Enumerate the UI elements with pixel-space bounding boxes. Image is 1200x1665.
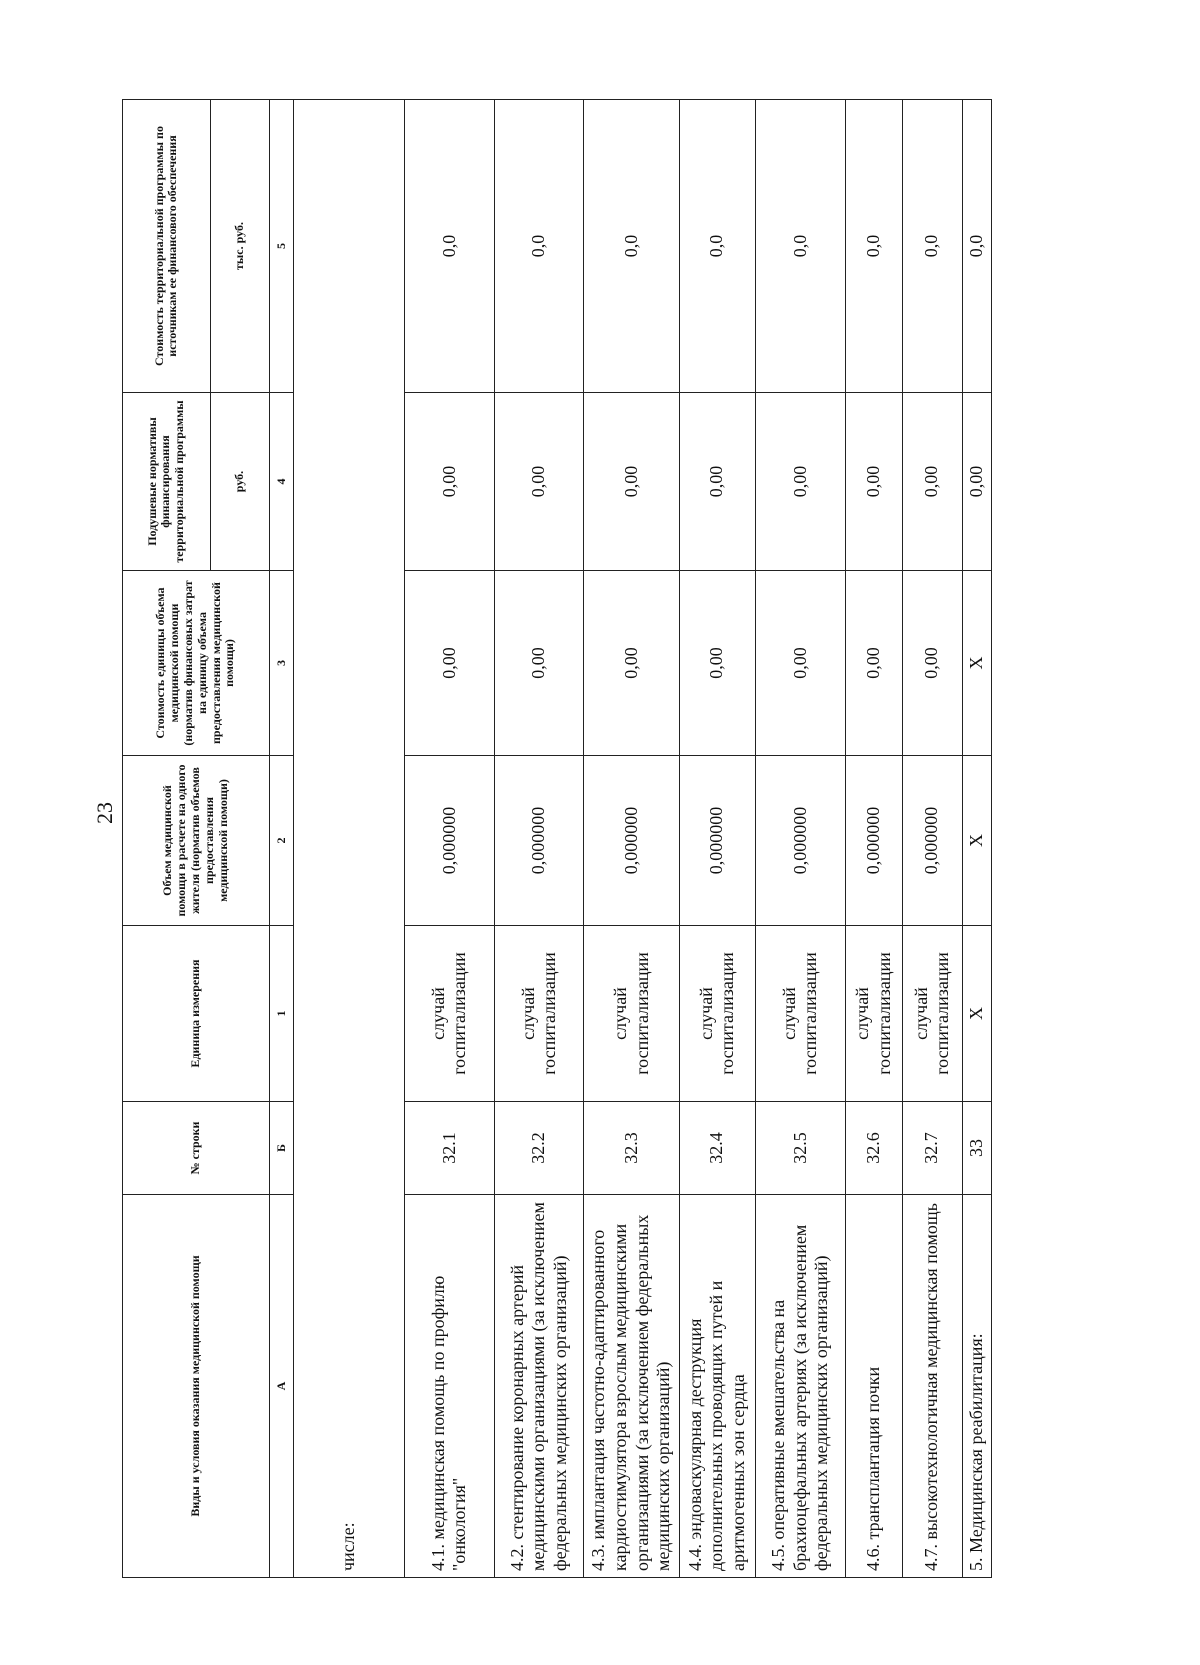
row-unit-cost: 0,00 [679,571,755,756]
row-volume: 0,000000 [494,756,584,926]
index-cell: 5 [269,100,293,393]
row-name: 4.5. оперативные вмешательства на брахиоцефальных артериях (за исключением федеральных медицинских организаций) [755,1195,845,1578]
table-row [494,100,584,1578]
row-volume: 0,000000 [902,756,962,926]
row-name: 4.6. трансплантация почки [845,1195,902,1578]
row-program-cost: 0,0 [584,100,679,393]
row-unit-cost: 0,00 [845,571,902,756]
row-unit-cost: 0,00 [755,571,845,756]
row-program-cost: 0,0 [679,100,755,393]
intro-text: числе: [294,100,405,1578]
row-name: 4.7. высокотехнологичная медицинская помощь [902,1195,962,1578]
row-name: 4.4. эндоваскулярная деструкция дополнительных проводящих путей и аритмогенных зон сердца [679,1195,755,1578]
row-unit-cost: 0,00 [494,571,584,756]
header-unit-cost: Стоимость единицы объема медицинской помощи (норматив финансовых затрат на единицу объема предоставления медицинской помощи) [123,571,270,756]
row-volume: 0,000000 [679,756,755,926]
index-row [269,100,293,1578]
row-number: 32.2 [494,1102,584,1195]
row-program-cost: 0,0 [902,100,962,393]
table-row [845,100,902,1578]
row-number: 32.3 [584,1102,679,1195]
row-name: 5. Медицинская реабилитация: [962,1195,991,1578]
row-unit-cost: 0,00 [902,571,962,756]
table-row [902,100,962,1578]
row-unit: случай госпитализации [405,926,495,1102]
row-per-capita: 0,00 [845,393,902,571]
index-cell: А [269,1195,293,1578]
rotated-page [122,100,992,1578]
header-type: Виды и условия оказания медицинской помощи [123,1195,270,1578]
header-program-cost: Стоимость территориальной программы по источникам ее финансового обеспечения [123,100,211,393]
row-volume: 0,000000 [755,756,845,926]
row-program-cost: 0,0 [755,100,845,393]
header-per-capita: Подушевые нормативы финансирования территориальной программы [123,393,211,571]
unit-per-capita: руб. [210,393,269,571]
header-row-no: № строки [123,1102,270,1195]
table-row [405,100,495,1578]
header-row [123,100,211,1578]
row-per-capita: 0,00 [755,393,845,571]
row-volume: 0,000000 [584,756,679,926]
index-cell: 4 [269,393,293,571]
table-row [679,100,755,1578]
row-number: 32.7 [902,1102,962,1195]
row-volume: Х [962,756,991,926]
index-cell: 3 [269,571,293,756]
row-unit: случай госпитализации [584,926,679,1102]
row-unit: случай госпитализации [845,926,902,1102]
row-number: 33 [962,1102,991,1195]
row-unit-cost: 0,00 [405,571,495,756]
row-name: 4.3. имплантация частотно-адаптированного кардиостимулятора взрослым медицинскими организациями (за исключением федеральных медицинских организаций) [584,1195,679,1578]
row-per-capita: 0,00 [962,393,991,571]
row-unit: случай госпитализации [494,926,584,1102]
row-unit: случай госпитализации [902,926,962,1102]
row-unit: случай госпитализации [679,926,755,1102]
index-cell: Б [269,1102,293,1195]
row-program-cost: 0,0 [405,100,495,393]
intro-row [294,100,405,1578]
row-per-capita: 0,00 [679,393,755,571]
index-cell: 2 [269,756,293,926]
table-row [962,100,991,1578]
row-per-capita: 0,00 [405,393,495,571]
page-number: 23 [92,802,117,824]
row-number: 32.4 [679,1102,755,1195]
row-number: 32.5 [755,1102,845,1195]
row-program-cost: 0,0 [962,100,991,393]
row-unit-cost: Х [962,571,991,756]
row-per-capita: 0,00 [494,393,584,571]
index-cell: 1 [269,926,293,1102]
header-volume: Объем медицинской помощи в расчете на одного жителя (норматив объемов предоставления медицинской помощи) [123,756,270,926]
header-unit: Единица измерения [123,926,270,1102]
row-volume: 0,000000 [845,756,902,926]
row-program-cost: 0,0 [494,100,584,393]
row-unit-cost: 0,00 [584,571,679,756]
row-program-cost: 0,0 [845,100,902,393]
row-unit: случай госпитализации [755,926,845,1102]
table-row [584,100,679,1578]
row-number: 32.6 [845,1102,902,1195]
row-per-capita: 0,00 [902,393,962,571]
row-number: 32.1 [405,1102,495,1195]
row-unit: Х [962,926,991,1102]
financing-table [122,99,992,1578]
table-row [755,100,845,1578]
row-name: 4.2. стентирование коронарных артерий медицинскими организациями (за исключением федеральных медицинских организаций) [494,1195,584,1578]
row-name: 4.1. медицинская помощь по профилю "онкология" [405,1195,495,1578]
unit-program-cost: тыс. руб. [210,100,269,393]
row-volume: 0,000000 [405,756,495,926]
row-per-capita: 0,00 [584,393,679,571]
